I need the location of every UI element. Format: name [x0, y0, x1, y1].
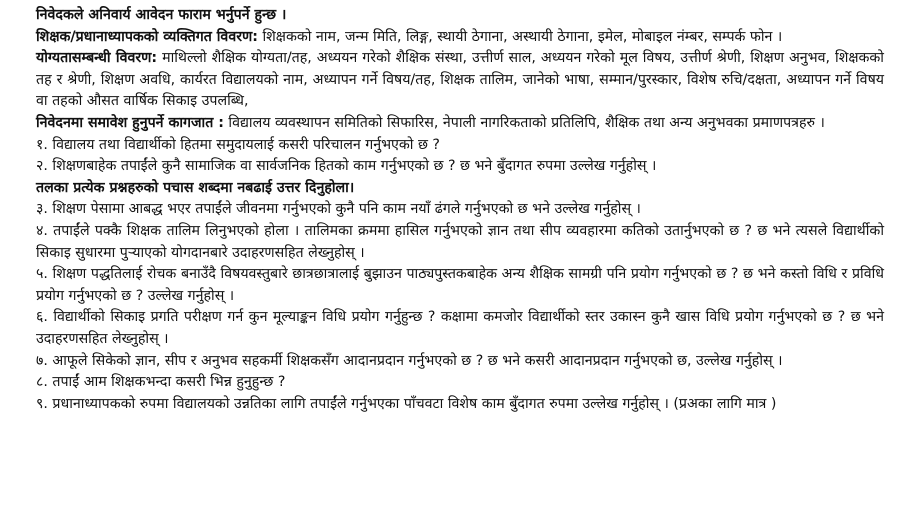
personal-details-paragraph: [36, 27, 884, 49]
question-9: ९. प्रधानाध्यापकको रुपमा विद्यालयको उन्नतिका लागि तपाईंले गर्नुभएका पाँचवटा विशेष काम बुँदागत रुपमा उल्लेख गर्नुहोस् । (प्रअका लागि मात्र ): [36, 395, 777, 412]
question-8: ८. तपाईं आम शिक्षकभन्दा कसरी भिन्न हुनुहुन्छ ?: [36, 374, 286, 391]
question-6: ६. विद्यार्थीको सिकाइ प्रगति परीक्षण गर्न कुन मूल्याङ्कन विधि प्रयोग गर्नुहुन्छ ? कक्षामा कमजोर विद्यार्थीको स्तर उकास्न कुनै खास विधि प्रयोग गर्नुभएको छ ? छ भने उदाहरणसहित लेख्नुहोस् ।: [36, 309, 884, 347]
required-documents-text: विद्यालय व्यवस्थापन समितिको सिफारिस, नेपाली नागरिकताको प्रतिलिपि, शैक्षिक तथा अन्य अनुभवका प्रमाणपत्रहरु ।: [223, 114, 825, 131]
question-7: ७. आफूले सिकेको ज्ञान, सीप र अनुभव सहकर्मी शिक्षकसँग आदानप्रदान गर्नुभएको छ ? छ भने कसरी आदानप्रदान गर्नुभएको छ, उल्लेख गर्नुहोस् ।: [36, 352, 783, 369]
required-documents-paragraph: [36, 113, 884, 135]
question-4: ४. तपाईंले पक्कै शिक्षक तालिम लिनुभएको होला । तालिमका क्रममा हासिल गर्नुभएको ज्ञान तथा सीप व्यवहारमा कतिको उतार्नुभएको छ ? छ भने त्यसले विद्यार्थीको सिकाइ सुधारमा पुऱ्याएको योगदानबारे उदाहरणसहित लेख्नुहोस् ।: [36, 222, 884, 261]
required-documents-heading: निवेदनमा समावेश हुनुपर्ने कागजात :: [36, 114, 224, 131]
question-1: १. विद्यालय तथा विद्यार्थीको हितमा समुदायलाई कसरी परिचालन गर्नुभएको छ ?: [36, 136, 440, 153]
personal-details-heading: शिक्षक/प्रधानाध्यापकको व्यक्तिगत विवरण:: [36, 28, 258, 45]
question-3: ३. शिक्षण पेसामा आबद्ध भएर तपाईंले जीवनमा गर्नुभएको कुनै पनि काम नयाँ ढंगले गर्नुभएको छ भने उल्लेख गर्नुहोस् ।: [36, 201, 641, 218]
qualification-details-paragraph: [36, 48, 884, 113]
personal-details-text: शिक्षकको नाम, जन्म मिति, लिङ्ग, स्थायी ठेगाना, अस्थायी ठेगाना, इमेल, मोबाइल नंम्बर, सम्पर्क फोन ।: [257, 28, 783, 45]
document-title: निवेदकले अनिवार्य आवेदन फाराम भर्नुपर्ने हुन्छ ।: [36, 7, 287, 23]
qualification-details-heading: योग्यतासम्बन्धी विवरण:: [36, 50, 158, 67]
question-5: ५. शिक्षण पद्धतिलाई रोचक बनाउँदै विषयवस्तुबारे छात्रछात्रालाई बुझाउन पाठ्यपुस्तकबाहेक अन्य शैक्षिक सामग्री पनि प्रयोग गर्नुभएको छ ? छ भने कस्तो विधि र प्रविधि प्रयोग गर्नुभएको छ ? उल्लेख गर्नुहोस् ।: [36, 266, 884, 304]
qualification-details-text: माथिल्लो शैक्षिक योग्यता/तह, अध्ययन गरेको शैक्षिक संस्था, उत्तीर्ण साल, अध्ययन गरेको मूल विषय, उत्तीर्ण श्रेणी, शिक्षण अनुभव, शिक्षकको तह र श्रेणी, शिक्षण अवधि, कार्यरत विद्यालयको नाम, अध्यापन गर्ने विषय/तह, शिक्षक तालिम, जानेको भाषा, सम्मान/पुरस्कार, विशेष रुचि/दक्षता, अध्यापन गर्ने विषय वा तहको औसत वार्षिक सिकाइ उपलब्धि,: [36, 50, 884, 110]
question-2: २. शिक्षणबाहेक तपाईंले कुनै सामाजिक वा सार्वजनिक हितको काम गर्नुभएको छ ? छ भने बुँदागत रुपमा उल्लेख गर्नुहोस् ।: [36, 158, 657, 175]
answer-instruction: तलका प्रत्येक प्रश्नहरुको पचास शब्दमा नबढाई उत्तर दिनुहोला।: [36, 179, 355, 196]
